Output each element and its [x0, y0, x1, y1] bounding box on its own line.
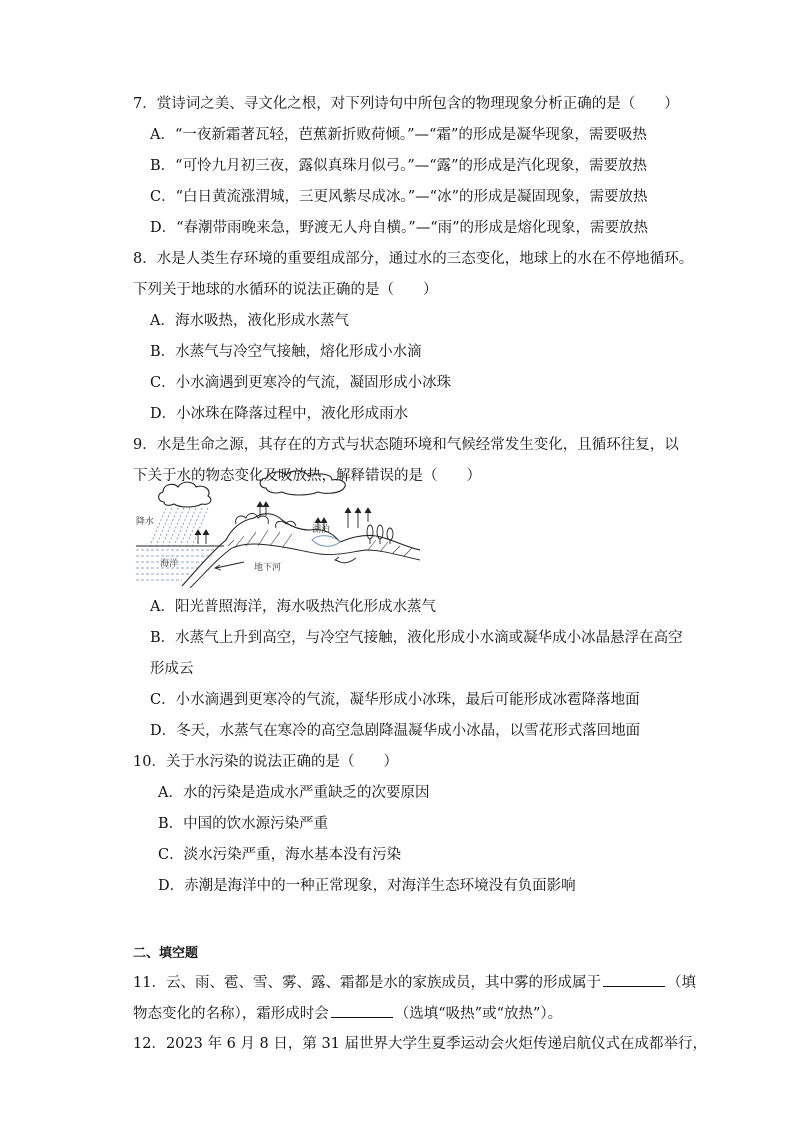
cloud-right-icon — [260, 471, 345, 495]
arrow-left-icon — [215, 557, 356, 570]
ocean-label: 海洋 — [160, 559, 179, 569]
q8-stem-line2: 下列关于地球的水循环的说法正确的是（ ） — [133, 282, 438, 298]
q8-option-a: A．海水吸热，液化形成水蒸气 — [150, 313, 349, 329]
tree-icon — [367, 525, 393, 544]
q7-option-a: A．“一夜新霜著瓦轻，芭蕉新折败荷倾。”—“霜”的形成是凝华现象，需要吸热 — [150, 127, 647, 143]
land-icon — [182, 514, 420, 586]
q9-option-c: C．小水滴遇到更寒冷的气流，凝华形成小冰珠，最后可能形成冰雹降落地面 — [150, 692, 640, 708]
q11-line1 — [133, 972, 696, 993]
q12-line1: 12．2023 年 6 月 8 日，第 31 届世界大学生夏季运动会火炬传递启航仪式在成都举行， — [133, 1036, 708, 1052]
rain-icon — [150, 508, 208, 546]
q8-option-b: B．水蒸气与冷空气接触，熔化形成小水滴 — [150, 344, 422, 360]
q11-line2 — [133, 1003, 562, 1024]
arrow-up-icon — [195, 502, 371, 544]
q7-stem: 7．赏诗词之美、寻文化之根，对下列诗句中所包含的物理现象分析正确的是（ ） — [133, 96, 679, 112]
q7-option-c: C．“白日黄流涨渭城，三更风紫尽成冰。”—“冰”的形成是凝固现象，需要放热 — [150, 189, 648, 205]
q10-option-a: A．水的污染是造成水严重缺乏的次要原因 — [158, 785, 430, 801]
q10-stem: 10．关于水污染的说法正确的是（ ） — [133, 754, 398, 770]
rain-label: 降水 — [136, 517, 155, 527]
q9-option-b-line2: 形成云 — [150, 661, 194, 677]
water-cycle-diagram — [136, 466, 420, 588]
q10-option-d: D．赤潮是海洋中的一种正常现象，对海洋生态环境没有负面影响 — [158, 878, 576, 894]
q7-option-b: B．“可怜九月初三夜，露似真珠月似弓。”—“露”的形成是汽化现象，需要放热 — [150, 158, 648, 174]
q8-stem-line1: 8．水是人类生存环境的重要组成部分，通过水的三态变化，地球上的水在不停地循环。 — [133, 251, 694, 267]
section-title: 二、填空题 — [133, 946, 199, 961]
underground-river-label: 地下河 — [254, 563, 282, 573]
q9-stem-line1: 9．水是生命之源，其存在的方式与状态随环境和气候经常发生变化，且循环往复，以 — [133, 437, 679, 453]
q10-option-c: C．淡水污染严重，海水基本没有污染 — [158, 847, 402, 863]
q9-option-a: A．阳光普照海洋，海水吸热汽化形成水蒸气 — [150, 599, 436, 615]
q11-line2-text-a: 物态变化的名称），霜形成时会 — [133, 1006, 329, 1022]
q7-option-d: D．“春潮带雨晚来急，野渡无人舟自横。”—“雨”的形成是熔化现象，需要放热 — [150, 220, 649, 236]
q9-stem-line2: 下关于水的物态变化及吸放热，解释错误的是（ ） — [133, 468, 481, 484]
q9-option-b-line1: B．水蒸气上升到高空，与冷空气接触，液化形成小水滴或凝华成小冰晶悬浮在高空 — [150, 630, 683, 646]
q8-option-d: D．小冰珠在降落过程中，液化形成雨水 — [150, 406, 409, 422]
q11-line1-text-a: 11．云、雨、雹、雪、雾、露、霜都是水的家族成员，其中雾的形成属于 — [133, 975, 601, 991]
cloud-left-icon — [159, 482, 211, 507]
q11-line1-text-b: （填 — [666, 975, 696, 991]
q11-blank-2[interactable] — [331, 1003, 393, 1018]
q11-line2-text-b: （选填“吸热”或“放热”）。 — [394, 1006, 563, 1022]
q11-blank-1[interactable] — [603, 972, 665, 987]
q8-option-c: C．小水滴遇到更寒冷的气流，凝固形成小冰珠 — [150, 375, 452, 391]
lake-label: 湖泊 — [312, 525, 331, 535]
q9-option-d: D．冬天，水蒸气在寒冷的高空急剧降温凝华成小冰晶，以雪花形式落回地面 — [150, 723, 641, 739]
q10-option-b: B．中国的饮水源污染严重 — [158, 816, 329, 832]
